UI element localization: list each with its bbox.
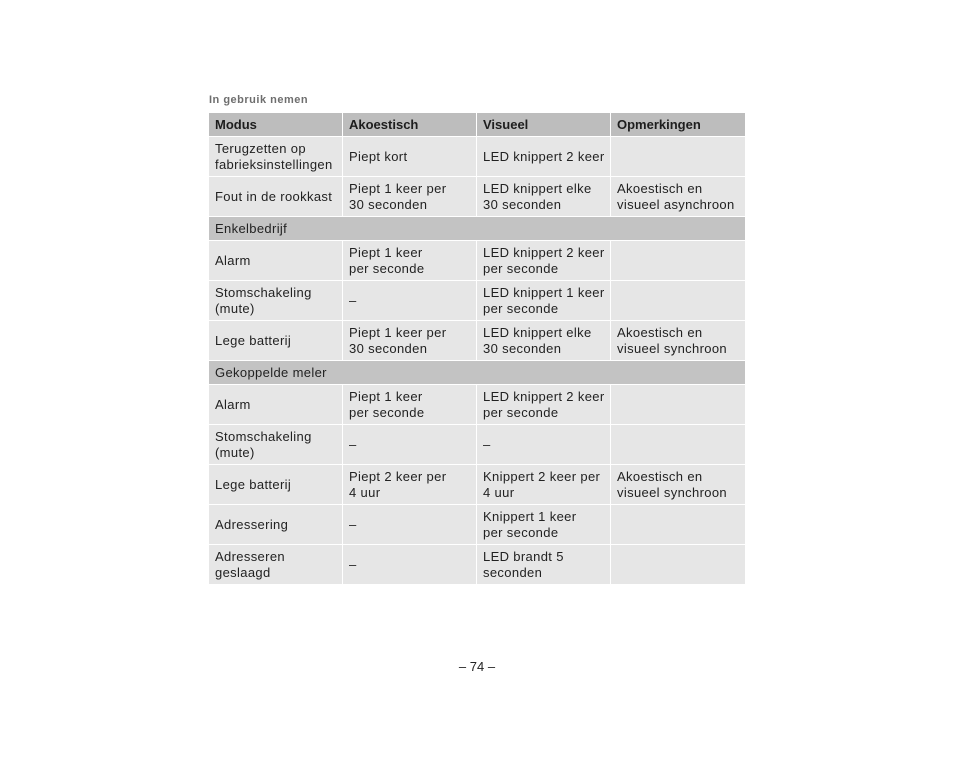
cell-visueel: LED knippert 2 keer per seconde <box>477 385 611 424</box>
cell-modus: Stomschakeling (mute) <box>209 281 343 320</box>
cell-modus: Fout in de rookkast <box>209 177 343 216</box>
cell-visueel: Knippert 2 keer per 4 uur <box>477 465 611 504</box>
section-label: Enkelbedrijf <box>209 217 745 240</box>
cell-opmerkingen <box>611 425 745 464</box>
cell-opmerkingen: Akoestisch en visueel synchroon <box>611 465 745 504</box>
cell-akoestisch: Piept kort <box>343 137 477 176</box>
section-label: Gekoppelde meler <box>209 361 745 384</box>
cell-akoestisch: Piept 1 keer per 30 seconden <box>343 177 477 216</box>
cell-opmerkingen: Akoestisch en visueel asynchroon <box>611 177 745 216</box>
column-header-opmerkingen: Opmerkingen <box>611 113 745 136</box>
table-row <box>209 281 745 321</box>
cell-opmerkingen <box>611 505 745 544</box>
table-header-row <box>209 113 745 137</box>
cell-opmerkingen <box>611 241 745 280</box>
cell-akoestisch: – <box>343 425 477 464</box>
page-number: – 74 – <box>458 659 496 674</box>
cell-modus: Adressering <box>209 505 343 544</box>
cell-modus: Alarm <box>209 241 343 280</box>
cell-visueel: Knippert 1 keer per seconde <box>477 505 611 544</box>
running-header: In gebruik nemen <box>209 94 309 106</box>
cell-modus: Lege batterij <box>209 321 343 360</box>
cell-visueel: LED brandt 5 seconden <box>477 545 611 584</box>
cell-akoestisch: Piept 1 keer per seconde <box>343 241 477 280</box>
column-header-modus: Modus <box>209 113 343 136</box>
table-row <box>209 321 745 361</box>
table-row <box>209 385 745 425</box>
section-row-enkelbedrijf <box>209 217 745 241</box>
cell-akoestisch: – <box>343 545 477 584</box>
cell-visueel: LED knippert 2 keer per seconde <box>477 241 611 280</box>
cell-modus: Alarm <box>209 385 343 424</box>
cell-visueel: LED knippert elke 30 seconden <box>477 321 611 360</box>
column-header-akoestisch: Akoestisch <box>343 113 477 136</box>
table-row <box>209 137 745 177</box>
cell-akoestisch: Piept 2 keer per 4 uur <box>343 465 477 504</box>
cell-visueel: LED knippert elke 30 seconden <box>477 177 611 216</box>
cell-opmerkingen <box>611 545 745 584</box>
cell-modus: Adresseren geslaagd <box>209 545 343 584</box>
table-row <box>209 545 745 585</box>
table-row <box>209 505 745 545</box>
cell-akoestisch: – <box>343 281 477 320</box>
column-header-visueel: Visueel <box>477 113 611 136</box>
cell-modus: Stomschakeling (mute) <box>209 425 343 464</box>
cell-akoestisch: Piept 1 keer per seconde <box>343 385 477 424</box>
section-row-gekoppelde-meler <box>209 361 745 385</box>
cell-opmerkingen: Akoestisch en visueel synchroon <box>611 321 745 360</box>
cell-modus: Lege batterij <box>209 465 343 504</box>
cell-opmerkingen <box>611 385 745 424</box>
mode-table <box>209 113 745 585</box>
cell-modus: Terugzetten op fabrieksinstellingen <box>209 137 343 176</box>
table-row <box>209 425 745 465</box>
cell-visueel: LED knippert 2 keer <box>477 137 611 176</box>
cell-opmerkingen <box>611 137 745 176</box>
cell-visueel: LED knippert 1 keer per seconde <box>477 281 611 320</box>
table-row <box>209 177 745 217</box>
cell-opmerkingen <box>611 281 745 320</box>
cell-akoestisch: – <box>343 505 477 544</box>
cell-visueel: – <box>477 425 611 464</box>
cell-akoestisch: Piept 1 keer per 30 seconden <box>343 321 477 360</box>
table-row <box>209 241 745 281</box>
table-row <box>209 465 745 505</box>
